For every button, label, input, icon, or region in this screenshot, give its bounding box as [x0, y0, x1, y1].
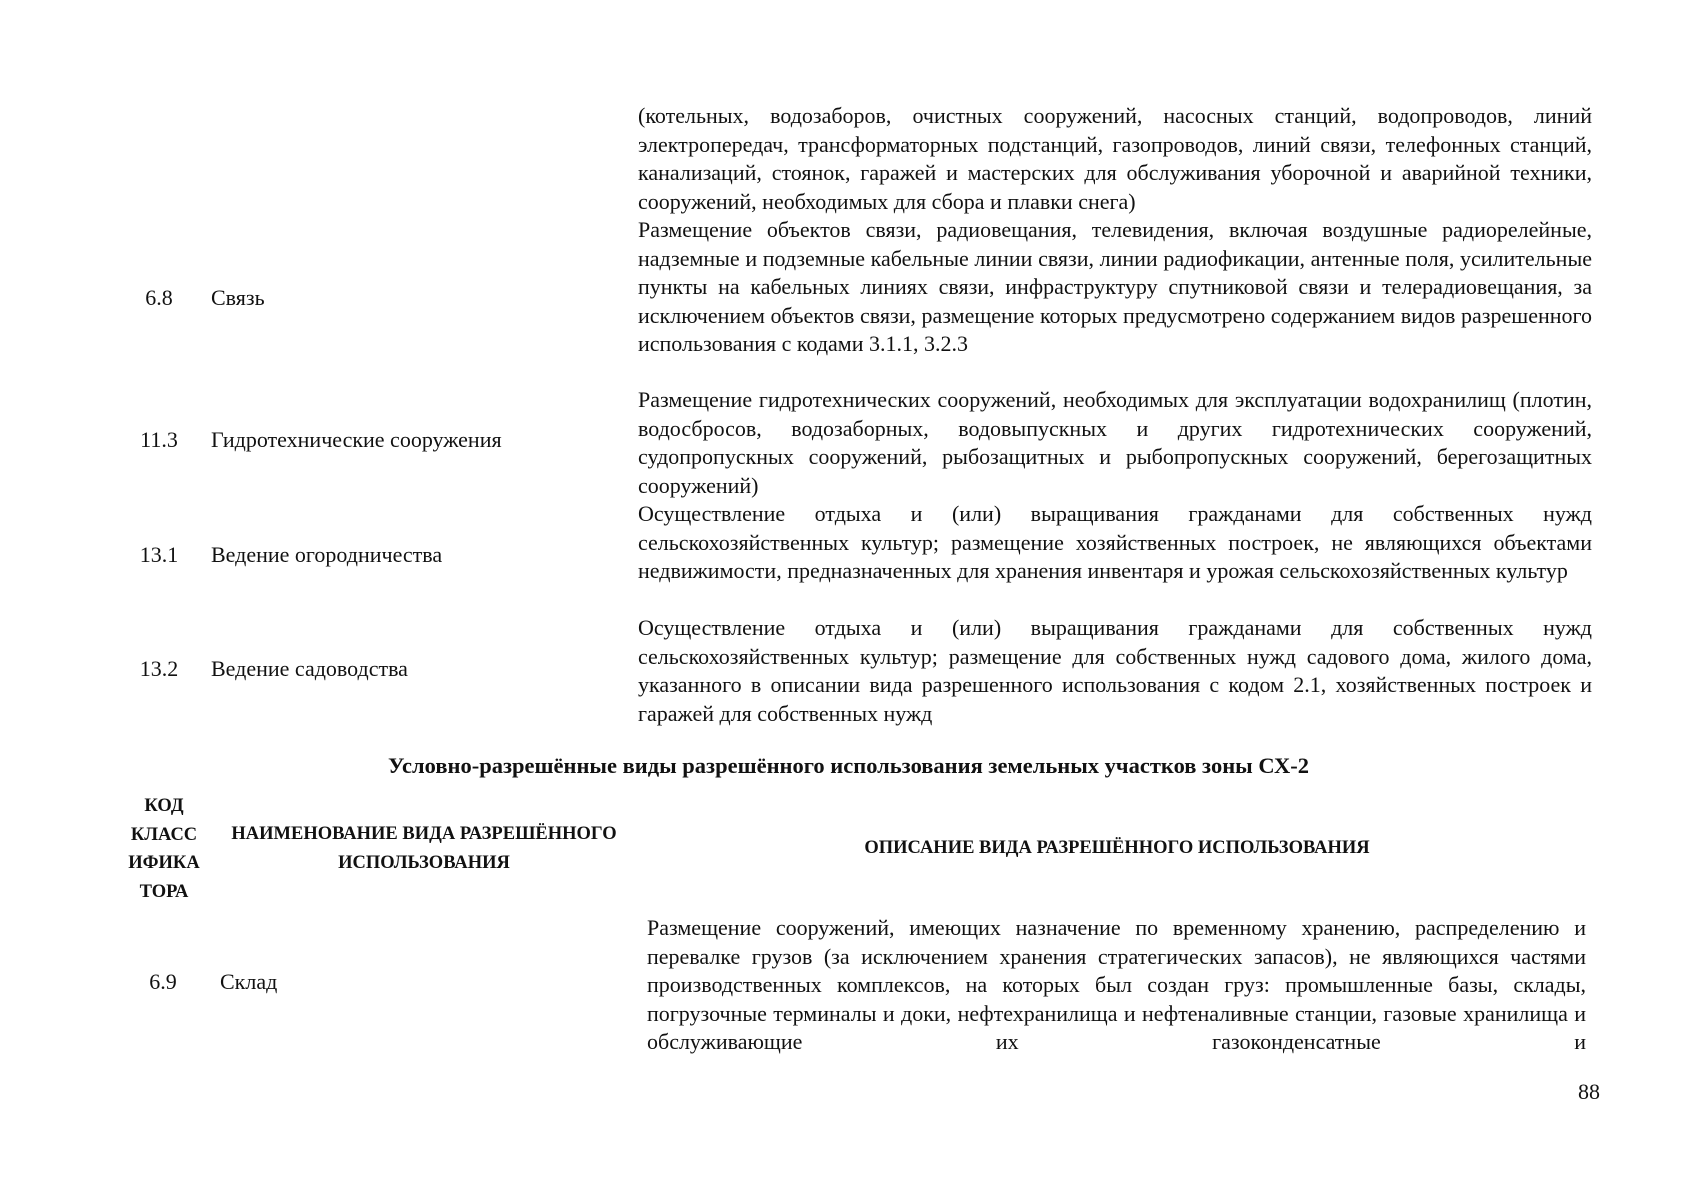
header-code-line: КЛАСС — [130, 824, 198, 845]
header-name — [214, 820, 634, 877]
row-name: Склад — [220, 969, 278, 994]
header-name-line: ИСПОЛЬЗОВАНИЯ — [338, 852, 510, 873]
header-code-line: ТОРА — [139, 881, 189, 902]
header-name-line: НАИМЕНОВАНИЕ ВИДА РАЗРЕШЁННОГО — [231, 824, 617, 844]
row-description: Размещение сооружений, имеющих назначение по временному хранению, распределению и перевалке грузов (за исключением хранения стратегических запасов), не являющихся частями производственных комплексов, на которых был создан груз: промышленные базы, склады, погрузочные терминалы и доки, нефтехранилища и нефтеналивные станции, газовые хранилища и обслуживающие их газоконденсатные и — [647, 915, 1586, 1054]
header-code-line: КОД — [144, 796, 184, 816]
row-description: Осуществление отдыха и (или) выращивания гражданами для собственных нужд сельскохозяйственных культур; размещение для собственных нужд садового дома, жилого дома, указанного в описании вида разрешенного использования с кодом 2.1, хозяйственных построек и гаражей для собственных нужд — [638, 615, 1592, 726]
row-description: Осуществление отдыха и (или) выращивания гражданами для собственных нужд сельскохозяйственных культур; размещение хозяйственных построек, не являющихся объектами недвижимости, предназначенных для хранения инвентаря и урожая сельскохозяйственных культур — [638, 501, 1592, 583]
row-description: Размещение гидротехнических сооружений, необходимых для эксплуатации водохранилищ (плотин, водосбросов, водозаборных, водовыпускных и других гидротехнических сооружений, судопропускных сооружений, рыбозащитных и рыбопропускных сооружений, берегозащитных сооружений) — [638, 387, 1592, 498]
row-name: Связь — [211, 285, 265, 310]
header-code-line: ИФИКА — [128, 853, 200, 873]
header-code — [118, 792, 210, 906]
continuation-description: (котельных, водозаборов, очистных сооружений, насосных станций, водопроводов, линий электропередач, трансформаторных подстанций, газопроводов, линий связи, телефонных станций, канализаций, стоянок, гаражей и мастерских для обслуживания уборочной и аварийной техники, сооружений, необходимых для сбора и плавки снега) — [638, 103, 1592, 214]
row-code: 11.3 — [140, 427, 178, 452]
row-code: 13.1 — [139, 542, 179, 567]
row-description: Размещение объектов связи, радиовещания, телевидения, включая воздушные радиорелейные, надземные и подземные кабельные линии связи, линии радиофикации, антенные поля, усилительные пункты на кабельных линиях связи, инфраструктуру спутниковой связи и телерадиовещания, за исключением объектов связи, размещение которых предусмотрено содержанием видов разрешенного использования с кодами 3.1.1, 3.2.3 — [638, 217, 1592, 356]
page-number: 88 — [1578, 1079, 1600, 1104]
row-code: 13.2 — [139, 656, 179, 681]
row-code: 6.8 — [145, 285, 173, 310]
row-code: 6.9 — [149, 969, 177, 994]
row-name: Гидротехнические сооружения — [211, 427, 502, 452]
row-name: Ведение огородничества — [211, 542, 443, 567]
header-description: ОПИСАНИЕ ВИДА РАЗРЕШЁННОГО ИСПОЛЬЗОВАНИЯ — [864, 838, 1370, 858]
row-name: Ведение садоводства — [211, 656, 408, 681]
section-heading: Условно-разрешённые виды разрешённого использования земельных участков зоны СХ-2 — [387, 753, 1310, 778]
